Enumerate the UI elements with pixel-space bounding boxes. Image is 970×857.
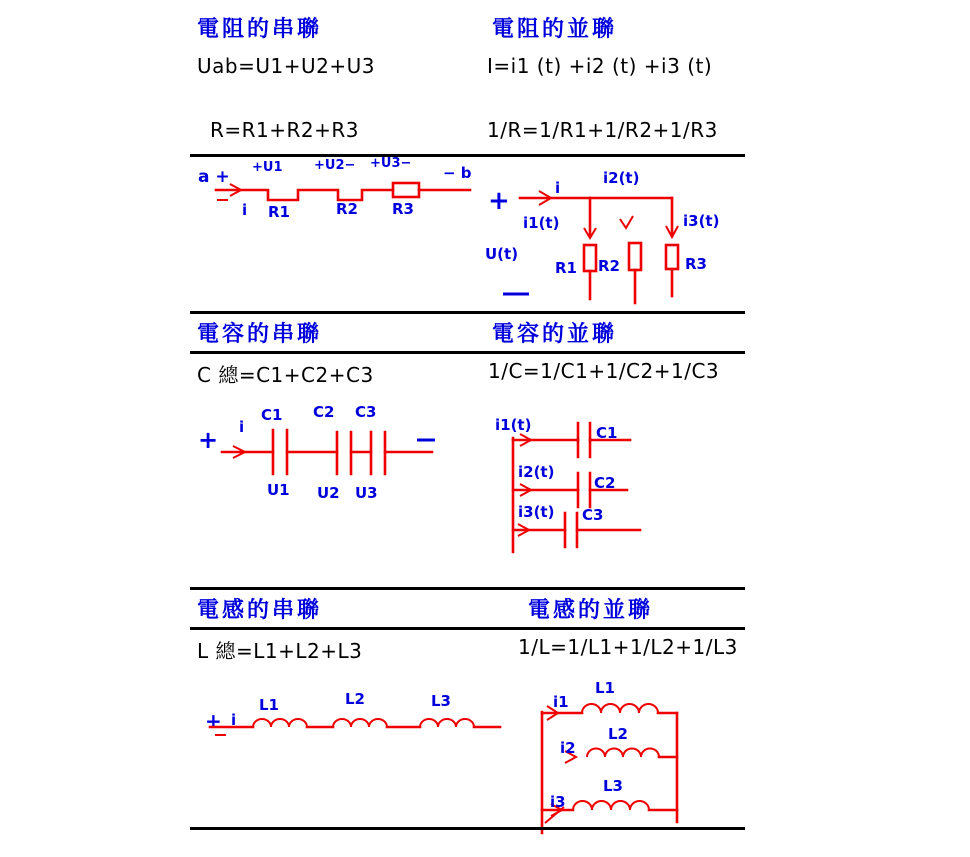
i1-label: i1 (553, 693, 569, 711)
divider-4 (190, 587, 745, 590)
u3-label: +U3− (370, 156, 412, 171)
capacitor-series-circuit-diagram (195, 402, 445, 507)
resistor-box-r1 (584, 245, 596, 271)
c3-label: C3 (582, 506, 604, 524)
i3-label: i3 (550, 793, 566, 811)
u3-label: U3 (355, 484, 378, 502)
capacitor-c1-plates (273, 430, 287, 474)
i3-label: i3(t) (518, 503, 555, 521)
l2-label: L2 (608, 725, 628, 743)
inductor-coil-l2 (333, 719, 387, 727)
current-label: i (555, 179, 561, 197)
capacitor-c2-plates (578, 473, 590, 507)
i1-label: i1(t) (523, 214, 560, 232)
inductor-parallel-circuit-diagram (535, 668, 685, 836)
voltage-label: U(t) (485, 245, 519, 263)
i2-label: i2 (560, 739, 576, 757)
capacitor-series-title: 電容的串聯 (197, 322, 323, 347)
resistor-box-r3 (666, 245, 678, 269)
resistor-series-circuit-diagram (190, 158, 480, 253)
i1-label: i1(t) (495, 416, 532, 434)
current-label: i (239, 418, 245, 436)
i3-label: i3(t) (683, 212, 720, 230)
inductor-coil-l1 (253, 719, 307, 727)
plus-terminal: + (198, 426, 219, 454)
node-a-label: a + (198, 167, 230, 187)
l1-label: L1 (595, 679, 615, 697)
u2-label: U2 (317, 484, 340, 502)
r3-label: R3 (685, 255, 707, 273)
l3-label: L3 (431, 692, 451, 710)
r2-label: R2 (598, 257, 620, 275)
c1-label: C1 (596, 424, 618, 442)
current-label: i (242, 201, 248, 219)
u1-label: +U1 (252, 160, 283, 175)
divider-5 (190, 627, 745, 630)
plus-terminal: + (205, 709, 222, 733)
resistor-series-title: 電阻的串聯 (197, 17, 323, 42)
u1-label: U1 (267, 481, 290, 499)
inductor-coil-l3 (573, 801, 649, 810)
current-label: i (231, 711, 237, 729)
inductor-series-circuit-diagram (195, 685, 510, 745)
c2-label: C2 (313, 403, 335, 421)
resistor-series-voltage-formula: Uab=U1+U2+U3 (197, 54, 375, 78)
inductor-series-title: 電感的串聯 (197, 598, 323, 623)
capacitor-c3-plates (371, 432, 385, 474)
inductor-parallel-title: 電感的並聯 (528, 598, 654, 623)
capacitor-c1-plates (578, 423, 590, 457)
inductor-coil-l1 (582, 704, 658, 713)
r1-label: R1 (268, 203, 290, 221)
resistor-parallel-circuit-diagram (485, 162, 760, 310)
resistor-series-total-formula: R=R1+R2+R3 (210, 118, 360, 142)
branch2-check-icon (620, 216, 633, 228)
divider-2 (190, 311, 745, 314)
u2-label: +U2− (314, 158, 356, 173)
l2-label: L2 (345, 690, 365, 708)
capacitor-series-total-formula: C 總=C1+C2+C3 (197, 363, 374, 387)
capacitor-parallel-total-formula: 1/C=1/C1+1/C2+1/C3 (488, 359, 720, 383)
node-b-label: − b (443, 164, 472, 182)
capacitor-c3-plates (565, 513, 577, 547)
r3-label: R3 (392, 200, 414, 218)
capacitor-parallel-title: 電容的並聯 (492, 322, 618, 347)
plus-terminal: + (488, 186, 510, 216)
l3-label: L3 (603, 777, 623, 795)
capacitor-parallel-circuit-diagram (490, 405, 695, 560)
resistor-parallel-total-formula: 1/R=1/R1+1/R2+1/R3 (487, 118, 718, 142)
i2-label: i2(t) (518, 463, 555, 481)
resistor-box-r3 (393, 183, 419, 197)
series-wire (216, 190, 393, 200)
r1-label: R1 (555, 259, 577, 277)
inductor-series-total-formula: L 總=L1+L2+L3 (197, 639, 363, 663)
l1-label: L1 (259, 696, 279, 714)
divider-1 (190, 154, 745, 157)
r2-label: R2 (336, 200, 358, 218)
inductor-coil-l3 (420, 719, 474, 727)
divider-6 (190, 827, 745, 830)
c2-label: C2 (594, 474, 616, 492)
inductor-coil-l2 (587, 749, 659, 758)
inductor-parallel-total-formula: 1/L=1/L1+1/L2+1/L3 (518, 635, 738, 659)
capacitor-c2-plates (337, 432, 351, 474)
resistor-parallel-current-formula: I=i1 (t) +i2 (t) +i3 (t) (487, 54, 713, 78)
i2-label: i2(t) (603, 169, 640, 187)
resistor-box-r2 (629, 243, 641, 270)
c1-label: C1 (261, 406, 283, 424)
resistor-parallel-title: 電阻的並聯 (492, 17, 618, 42)
c3-label: C3 (355, 403, 377, 421)
divider-3 (190, 351, 745, 354)
